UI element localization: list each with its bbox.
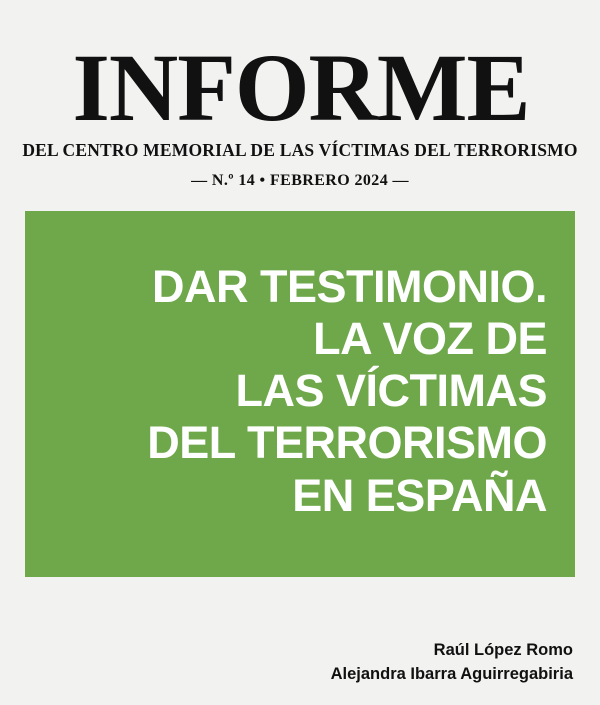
title-line-4: DEL TERRORISMO [147,417,547,469]
publication-title: INFORME [72,34,530,141]
title-line-1: DAR TESTIMONIO. [152,260,547,312]
title-line-3: LAS VÍCTIMAS [235,365,547,417]
issue-line: — N.º 14 • FEBRERO 2024 — [191,172,409,190]
title-line-2: LA VOZ DE [313,313,547,365]
title-line-5: EN ESPAÑA [292,469,547,521]
author-1: Raúl López Romo [433,641,573,660]
title-block [25,211,575,577]
author-2: Alejandra Ibarra Aguirregabiria [330,665,573,684]
masthead [0,0,600,190]
author-list [331,639,573,687]
publication-subtitle: DEL CENTRO MEMORIAL DE LAS VÍCTIMAS DEL TERRORISMO [22,140,578,161]
